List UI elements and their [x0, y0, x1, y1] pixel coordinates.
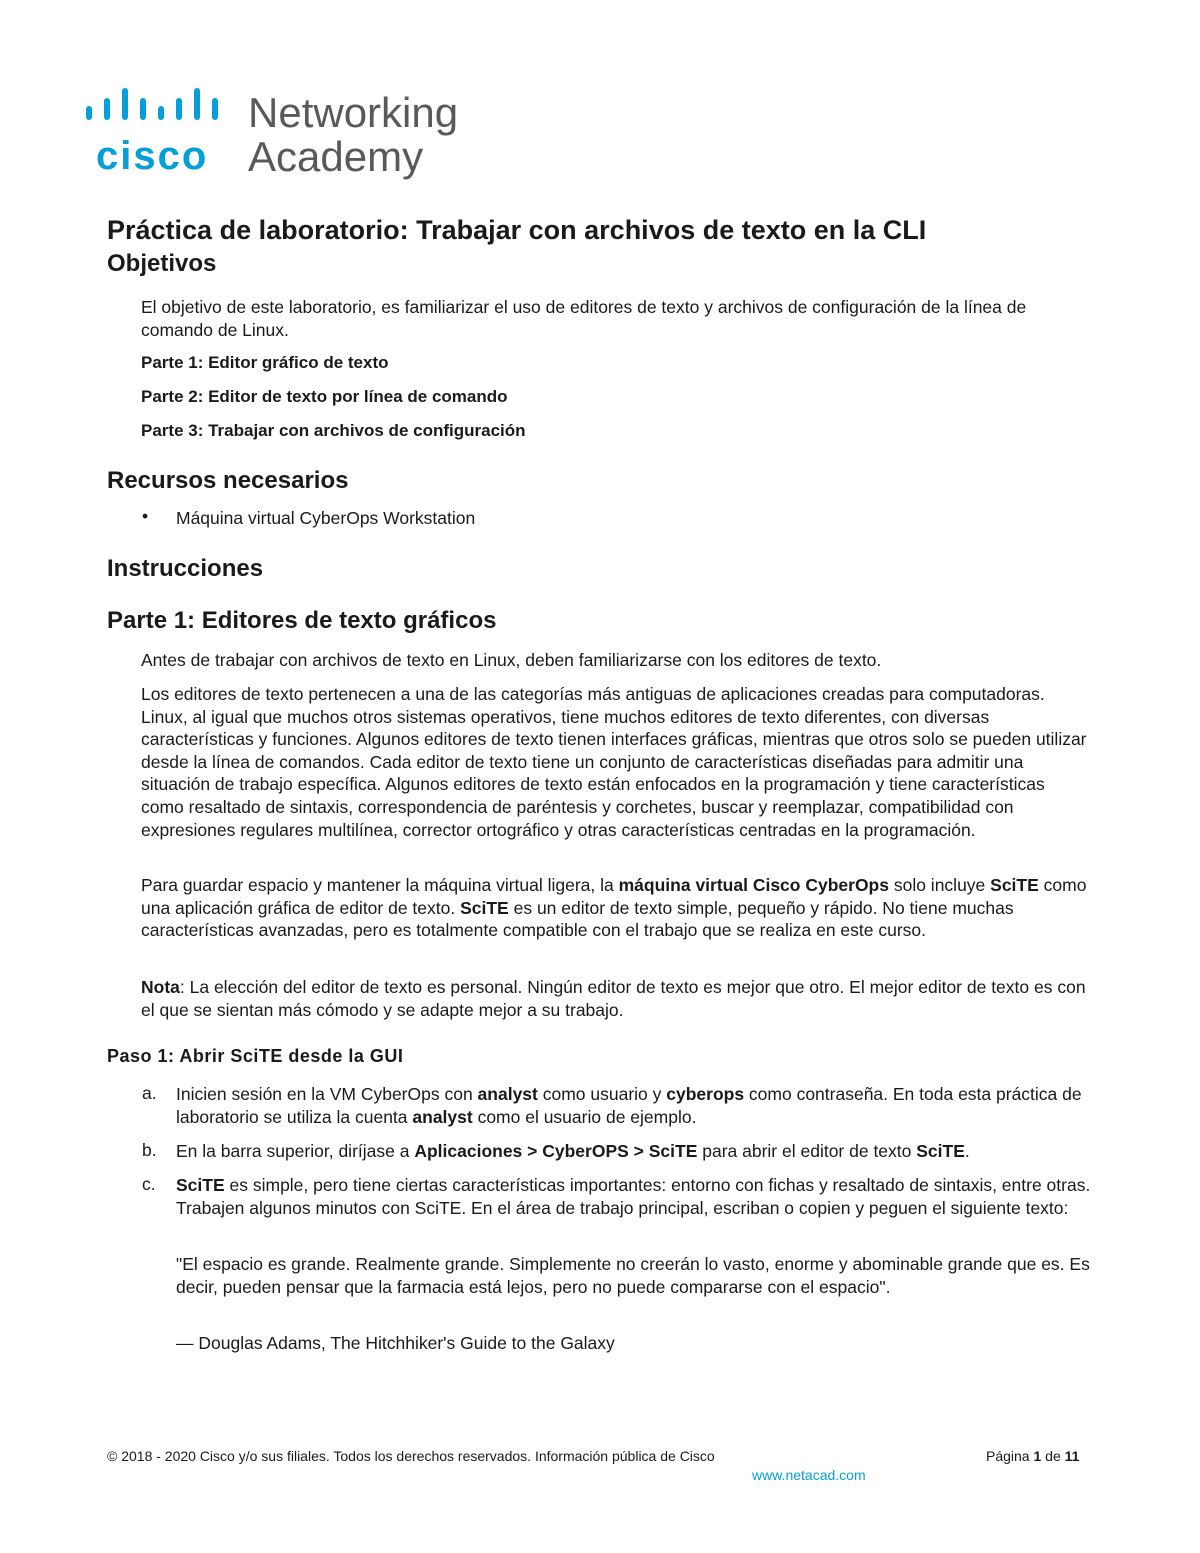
cisco-bars-icon: [84, 86, 224, 131]
logo-networking-text: Networking: [248, 89, 459, 136]
cisco-networking-academy-logo: [84, 86, 474, 186]
objective-part-1: Parte 1: Editor gráfico de texto: [141, 353, 389, 372]
objectives-heading: Objetivos: [107, 250, 217, 277]
quote-text: "El espacio es grande. Realmente grande. Simplemente no creerán lo vasto, enorme y abominable grande que es. Es decir, pueden pensar que la farmacia está lejos, pero no puede compararse con el espacio".: [176, 1254, 1090, 1297]
page-title: Práctica de laboratorio: Trabajar con archivos de texto en la CLI: [107, 215, 927, 245]
quote-attribution: — Douglas Adams, The Hitchhiker's Guide to the Galaxy: [176, 1333, 615, 1353]
objective-part-2: Parte 2: Editor de texto por línea de comando: [141, 387, 508, 406]
logo-academy-text: Academy: [248, 133, 424, 180]
note-label: Nota: [141, 977, 180, 997]
list-marker-a: a.: [142, 1083, 157, 1103]
footer-copyright: © 2018 - 2020 Cisco y/o sus filiales. Todos los derechos reservados. Información pública de Cisco: [107, 1448, 715, 1464]
resources-heading: Recursos necesarios: [107, 467, 349, 494]
step1-item-c: SciTE es simple, pero tiene ciertas características importantes: entorno con fichas y resaltado de sintaxis, entre otras. Trabajen algunos minutos con SciTE. En el área de trabajo principal, escriban o copien y peguen el siguiente texto:: [176, 1175, 1091, 1218]
note-paragraph: Nota: La elección del editor de texto es personal. Ningún editor de texto es mejor que otro. El mejor editor de texto es con el que se sientan más cómodo y se adapte mejor a su trabajo.: [141, 977, 1086, 1020]
step1-heading: Paso 1: Abrir SciTE desde la GUI: [107, 1046, 404, 1066]
step1-item-b: En la barra superior, diríjase a Aplicaciones > CyberOPS > SciTE para abrir el editor de texto SciTE.: [176, 1141, 970, 1161]
list-marker-c: c.: [142, 1174, 156, 1194]
instructions-heading: Instrucciones: [107, 555, 264, 582]
part1-heading: Parte 1: Editores de texto gráficos: [107, 607, 497, 634]
part1-paragraph-2: Los editores de texto pertenecen a una de las categorías más antiguas de aplicaciones creadas para computadoras. Linux, al igual que muchos otros sistemas operativos, tiene muchos editores de texto diferentes, con diversas características y funciones. Algunos editores de texto tienen interfaces gráficas, mientras que otros solo se pueden utilizar desde la línea de comandos. Cada editor de texto tiene un conjunto de características diseñadas para admitir una situación de trabajo específica. Algunos editores de texto están enfocados en la programación y tiene características como resaltado de sintaxis, correspondencia de paréntesis y corchetes, buscar y reemplazar, compatibilidad con expresiones regulares multilínea, corrector ortográfico y otras características centradas en la programación.: [141, 684, 1087, 840]
objective-part-3: Parte 3: Trabajar con archivos de configuración: [141, 421, 526, 440]
list-marker-b: b.: [142, 1140, 157, 1160]
footer-page-number: Página 1 de 11: [986, 1448, 1080, 1464]
step1-item-a: Inicien sesión en la VM CyberOps con analyst como usuario y cyberops como contraseña. En toda esta práctica de laboratorio se utiliza la cuenta analyst como el usuario de ejemplo.: [176, 1084, 1082, 1127]
part1-paragraph-3: Para guardar espacio y mantener la máquina virtual ligera, la máquina virtual Cisco CyberOps solo incluye SciTE como una aplicación gráfica de editor de texto. SciTE es un editor de texto simple, pequeño y rápido. No tiene muchas características avanzadas, pero es totalmente compatible con el trabajo que se realiza en este curso.: [141, 875, 1087, 941]
cisco-wordmark: cisco: [96, 134, 209, 178]
part1-paragraph-1: Antes de trabajar con archivos de texto en Linux, deben familiarizarse con los editores de texto.: [141, 650, 882, 670]
netacad-link[interactable]: www.netacad.com: [752, 1467, 866, 1483]
bullet-marker: •: [142, 506, 149, 526]
resource-item: Máquina virtual CyberOps Workstation: [176, 508, 476, 528]
objectives-intro: El objetivo de este laboratorio, es familiarizar el uso de editores de texto y archivos de configuración de la línea de comando de Linux.: [141, 297, 1027, 340]
